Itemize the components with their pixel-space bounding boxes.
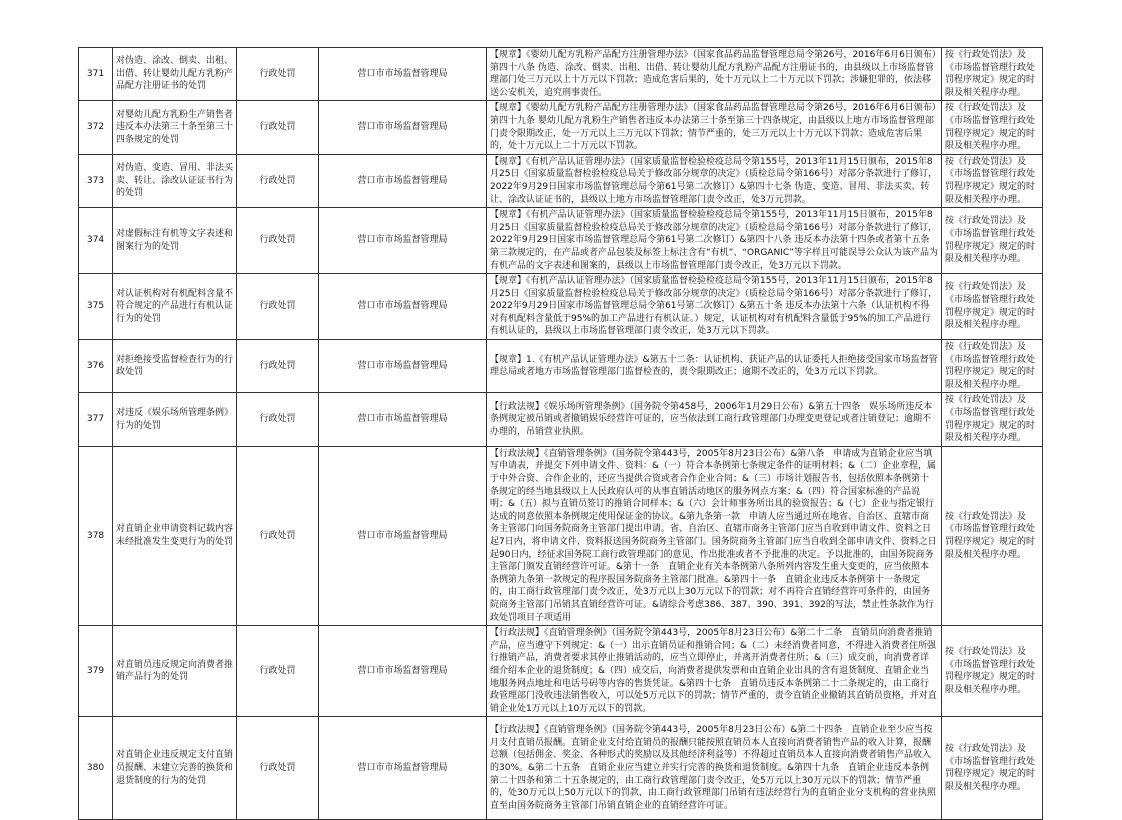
table-row [79,101,1043,154]
implementing-department: 营口市市场监督管理局 [319,340,487,393]
item-name: 对虚假标注有机等文字表述和图案行为的处罚 [113,208,237,274]
row-number: 378 [79,446,113,625]
procedure-standard: 按《行政处罚法》及《市场监督管理行政处罚程序规定》规定的时限及相关程序办理。 [942,48,1043,101]
item-name: 对直销企业违反规定支付直销员报酬、未建立完善的换货和退货制度的行为的处罚 [113,717,237,820]
item-type: 行政处罚 [237,154,319,207]
procedure-standard: 按《行政处罚法》及《市场监督管理行政处罚程序规定》规定的时限及相关程序办理。 [942,208,1043,274]
implementing-department: 营口市市场监督管理局 [319,154,487,207]
item-name: 对拒绝接受监督检查行为的行政处罚 [113,340,237,393]
implementing-department: 营口市市场监督管理局 [319,101,487,154]
item-name: 对伪造、变造、冒用、非法买卖、转让、涂改认证证书行为的处罚 [113,154,237,207]
table-row [79,626,1043,717]
item-name: 对认证机构对有机配料含量不符合规定的产品进行有机认证行为的处罚 [113,274,237,340]
item-name: 对违反《娱乐场所管理条例》行为的处罚 [113,393,237,446]
implementing-department: 营口市市场监督管理局 [319,274,487,340]
item-type: 行政处罚 [237,626,319,717]
legal-basis: 【行政法规】《直销管理条例》（国务院令第443号，2005年8月23日公布）&第八条 申请成为直销企业应当填写申请表，并提交下列申请文件、资料：&（一）符合本条例第七条规定条件的证明材料；&（二）企业章程，属于中外合资、合作企业的，还应当提供合资或者合作企业合同；&（三）市场计划报告书，包括依照本条例第十条规定的经当地县级以上人民政府认可的从事直销活动地区的服务网点方案；&（四）符合国家标准的产品说明；&（五）拟与直销员签订的推销合同样本；&（六）会计师事务所出具的验资报告；&（七）企业与指定银行达成的同意依照本条例规定使用保证金的协议。&第九条第一款 申请人应当通过所在地省、自治区、直辖市商务主管部门向国务院商务主管部门提出申请。省、自治区、直辖市商务主管部门应当自收到申请文件、资料之日起7日内，将申请文件、资料报送国务院商务主管部门。国务院商务主管部门应当自收到全部申请文件、资料之日起90日内，经征求国务院工商行政管理部门的意见，作出批准或者不予批准的决定。予以批准的，由国务院商务主管部门颁发直销经营许可证。&第十一条 直销企业有关本条例第八条所列内容发生重大变更的，应当依照本条例第九条第一款规定的程序报国务院商务主管部门批准。&第四十一条 直销企业违反本条例第十一条规定的，由工商行政管理部门责令改正，处3万元以上30万元以下的罚款；对不再符合直销经营许可条件的，由国务院商务主管部门吊销其直销经营许可证。&请综合考虑386、387、390、391、392的写法，禁止性条款作为行政处罚项目子项适用 [487,446,942,625]
table-row [79,717,1043,820]
item-name: 对婴幼儿配方乳粉生产销售者违反本办法第三十条至第三十四条规定的处罚 [113,101,237,154]
item-type: 行政处罚 [237,717,319,820]
procedure-standard: 按《行政处罚法》及《市场监督管理行政处罚程序规定》规定的时限及相关程序办理。 [942,717,1043,820]
item-type: 行政处罚 [237,274,319,340]
table-row [79,48,1043,101]
item-type: 行政处罚 [237,208,319,274]
power-list-table [78,47,1043,820]
item-type: 行政处罚 [237,340,319,393]
implementing-department: 营口市市场监督管理局 [319,626,487,717]
item-name: 对直销企业申请资料记载内容未经批准发生变更行为的处罚 [113,446,237,625]
row-number: 373 [79,154,113,207]
item-name: 对伪造、涂改、倒卖、出租、出借、转让婴幼儿配方乳粉产品配方注册证书的处罚 [113,48,237,101]
row-number: 376 [79,340,113,393]
legal-basis: 【规章】《有机产品认证管理办法》（国家质量监督检验检疫总局令第155号，2013年11月15日颁布，2015年8月25日《国家质量监督检验检疫总局关于修改部分规章的决定》（质检总局令第166号）对部分条款进行了修订，2022年9月29日国家市场监督管理总局令第61号第二次修订）&第四十七条 伪造、变造、冒用、非法买卖、转让、涂改认证证书的，县级以上地方市场监督管理部门责令改正，处3万元罚款。 [487,154,942,207]
procedure-standard: 按《行政处罚法》及《市场监督管理行政处罚程序规定》规定的时限及相关程序办理。 [942,393,1043,446]
row-number: 375 [79,274,113,340]
item-type: 行政处罚 [237,101,319,154]
implementing-department: 营口市市场监督管理局 [319,717,487,820]
table-row [79,274,1043,340]
item-type: 行政处罚 [237,48,319,101]
table-row [79,154,1043,207]
implementing-department: 营口市市场监督管理局 [319,446,487,625]
legal-basis: 【规章】《婴幼儿配方乳粉产品配方注册管理办法》（国家食品药品监督管理总局令第26号，2016年6月6日颁布）第四十九条 婴幼儿配方乳粉生产销售者违反本办法第三十条至第三十四条规定，由县级以上地方市场监督管理部门责令限期改正，处一万元以上三万元以下罚款；情节严重的，处三万元以上十万元以下罚款；造成危害后果的，处十万元以上二十万元以下罚款。 [487,101,942,154]
item-type: 行政处罚 [237,446,319,625]
legal-basis: 【规章】《有机产品认证管理办法》（国家质量监督检验检疫总局令第155号，2013年11月15日颁布，2015年8月25日《国家质量监督检验检疫总局关于修改部分规章的决定》（质检总局令第166号）对部分条款进行了修订，2022年9月29日国家市场监督管理总局令第61号第二次修订）&第四十八条 违反本办法第十四条或者第十五条第三款规定的，在产品或者产品包装及标签上标注含有“有机”、“ORGANIC”等字样且可能误导公众认为该产品为有机产品的文字表述和图案的，县级以上市场监督管理部门责令改正，处3万元以下罚款。 [487,208,942,274]
legal-basis: 【规章】《有机产品认证管理办法》（国家质量监督检验检疫总局令第155号，2013年11月15日颁布，2015年8月25日《国家质量监督检验检疫总局关于修改部分规章的决定》（质检总局令第166号）对部分条款进行了修订，2022年9月29日国家市场监督管理总局令第61号第二次修订）&第五十条 违反本办法第十六条（认证机构不得对有机配料含量低于95%的加工产品进行有机认证。）规定，认证机构对有机配料含量低于95%的加工产品进行有机认证的，县级以上市场监督管理部门责令改正，处3万元以下罚款。 [487,274,942,340]
table-row [79,446,1043,625]
item-name: 对直销员违反规定向消费者推销产品行为的处罚 [113,626,237,717]
implementing-department: 营口市市场监督管理局 [319,393,487,446]
row-number: 372 [79,101,113,154]
legal-basis: 【规章】《婴幼儿配方乳粉产品配方注册管理办法》（国家食品药品监督管理总局令第26号，2016年6月6日颁布）第四十八条 伪造、涂改、倒卖、出租、出借、转让婴幼儿配方乳粉产品配方注册证书的，由县级以上市场监督管理部门处三万元以上十万元以下罚款；造成危害后果的，处十万元以上二十万元以下罚款；涉嫌犯罪的，依法移送公安机关，追究刑事责任。 [487,48,942,101]
row-number: 379 [79,626,113,717]
item-type: 行政处罚 [237,393,319,446]
legal-basis: 【行政法规】《直销管理条例》（国务院令第443号，2005年8月23日公布）&第二十二条 直销员向消费者推销产品，应当遵守下列规定：&（一）出示直销员证和推销合同；&（二）未经消费者同意，不得进入消费者住所强行推销产品，消费者要求其停止推销活动的，应当立即停止，并离开消费者住所；&（三）成交前，向消费者详细介绍本企业的退货制度；&（四）成交后，向消费者提供发票和由直销企业出具的含有退货制度、直销企业当地服务网点地址和电话号码等内容的售货凭证。&第四十七条 直销员违反本条例第二十二条规定的，由工商行政管理部门没收违法销售收入，可以处5万元以下的罚款；情节严重的，责令直销企业撤销其直销员资格，并对直销企业处1万元以上10万元以下的罚款。 [487,626,942,717]
procedure-standard: 按《行政处罚法》及《市场监督管理行政处罚程序规定》规定的时限及相关程序办理。 [942,626,1043,717]
legal-basis: 【行政法规】《娱乐场所管理条例》（国务院令第458号，2006年1月29日公布）&第五十四条 娱乐场所违反本条例规定被吊销或者撤销娱乐经营许可证的，应当依法到工商行政管理部门办理变更登记或者注销登记；逾期不办理的，吊销营业执照。 [487,393,942,446]
implementing-department: 营口市市场监督管理局 [319,48,487,101]
procedure-standard: 按《行政处罚法》及《市场监督管理行政处罚程序规定》规定的时限及相关程序办理。 [942,446,1043,625]
legal-basis: 【行政法规】《直销管理条例》（国务院令第443号，2005年8月23日公布）&第二十四条 直销企业至少应当按月支付直销员报酬。直销企业支付给直销员的报酬只能按照直销员本人直接向消费者销售产品的收入计算，报酬总额（包括佣金、奖金、各种形式的奖励以及其他经济利益等）不得超过直销员本人直接向消费者销售产品收入的30%。&第二十五条 直销企业应当建立并实行完善的换货和退货制度。&第四十九条 直销企业违反本条例第二十四条和第二十五条规定的，由工商行政管理部门责令改正，处5万元以上30万元以下的罚款；情节严重的，处30万元以上50万元以下的罚款，由工商行政管理部门吊销有违法经营行为的直销企业分支机构的营业执照直至由国务院商务主管部门吊销直销企业的直销经营许可证。 [487,717,942,820]
row-number: 377 [79,393,113,446]
table-row [79,393,1043,446]
procedure-standard: 按《行政处罚法》及《市场监督管理行政处罚程序规定》规定的时限及相关程序办理。 [942,274,1043,340]
table-row [79,340,1043,393]
table-row [79,208,1043,274]
legal-basis: 【规章】1.《有机产品认证管理办法》&第五十二条：认证机构、获证产品的认证委托人拒绝接受国家市场监督管理总局或者地方市场监督管理部门监督检查的，责令限期改正；逾期不改正的，处3万元以下罚款。 [487,340,942,393]
row-number: 374 [79,208,113,274]
procedure-standard: 按《行政处罚法》及《市场监督管理行政处罚程序规定》规定的时限及相关程序办理。 [942,154,1043,207]
implementing-department: 营口市市场监督管理局 [319,208,487,274]
procedure-standard: 按《行政处罚法》及《市场监督管理行政处罚程序规定》规定的时限及相关程序办理。 [942,340,1043,393]
row-number: 371 [79,48,113,101]
row-number: 380 [79,717,113,820]
procedure-standard: 按《行政处罚法》及《市场监督管理行政处罚程序规定》规定的时限及相关程序办理。 [942,101,1043,154]
